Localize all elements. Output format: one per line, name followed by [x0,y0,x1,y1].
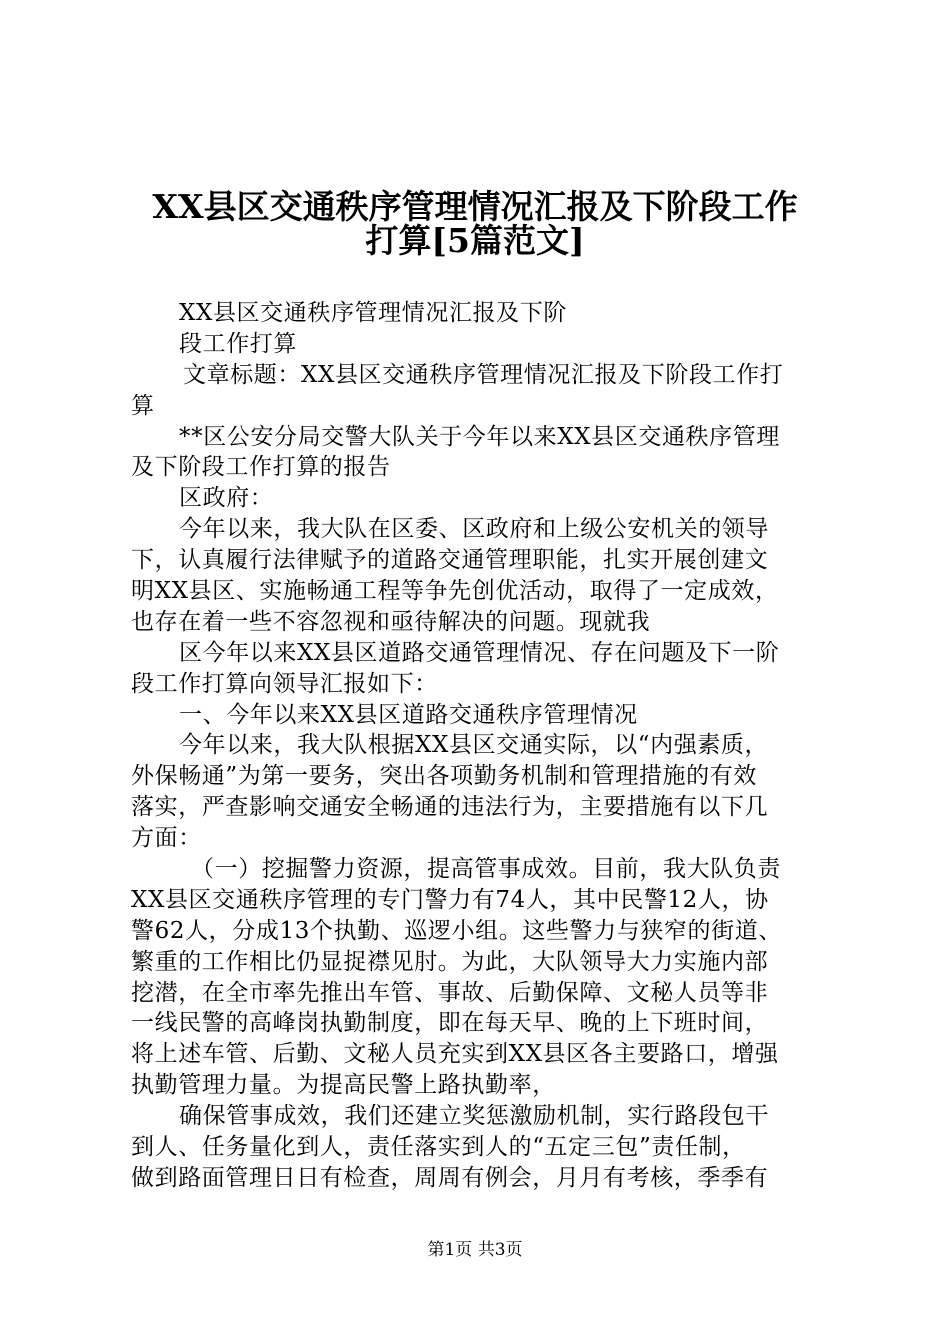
text-line: 外保畅通”为第一要务，突出各项勤务机制和管理措施的有效 [131,763,757,790]
document-title-line-1: XX县区交通秩序管理情况汇报及下阶段工作 [152,187,798,226]
text-line: 落实，严查影响交通安全畅通的违法行为，主要措施有以下几 [131,794,769,821]
text-line: 警62人，分成13个执勤、巡逻小组。这些警力与狭窄的街道、 [131,917,782,944]
text-line: 及下阶段工作打算的报告 [131,454,391,481]
text-line: 今年以来，我大队根据XX县区交通实际，以“内强素质， [179,732,769,759]
text-line: 挖潜，在全市率先推出车管、事故、后勤保障、文秘人员等非 [131,979,769,1006]
text-line: （一）挖掘警力资源，提高管事成效。目前，我大队负责 [191,856,781,883]
text-line: 区政府： [179,485,274,512]
text-line: XX县区交通秩序管理情况汇报及下阶 [179,300,567,326]
text-line: 一、今年以来XX县区道路交通秩序管理情况 [179,701,638,728]
text-line: 段工作打算向领导汇报如下： [131,670,438,697]
text-line: 做到路面管理日日有检查，周周有例会，月月有考核，季季有 [131,1164,769,1191]
text-line: 将上述车管、后勤、文秘人员充实到XX县区各主要路口，增强 [131,1041,779,1068]
text-line: 繁重的工作相比仍显捉襟见肘。为此，大队领导大力实施内部 [131,948,769,975]
text-line: 下，认真履行法律赋予的道路交通管理职能，扎实开展创建文 [131,547,769,574]
text-line: 确保管事成效，我们还建立奖惩激励机制，实行路段包干 [179,1103,769,1130]
text-line: 一线民警的高峰岗执勤制度，即在每天早、晚的上下班时间， [131,1010,769,1037]
text-line: 今年以来，我大队在区委、区政府和上级公安机关的领导 [179,516,769,543]
text-line: 区今年以来XX县区道路交通管理情况、存在问题及下一阶 [179,639,780,666]
document-title-line-2: 打算[5篇范文] [365,221,585,260]
page-footer: 第1页 共3页 [427,1240,523,1260]
document-body [131,298,836,1194]
text-line: 执勤管理力量。为提高民警上路执勤率， [131,1072,556,1099]
text-line: 方面： [131,825,202,852]
text-line: 到人、任务量化到人，责任落实到人的“五定三包”责任制， [131,1134,746,1161]
text-line: **区公安分局交警大队关于今年以来XX县区交通秩序管理 [179,423,780,450]
text-line: XX县区交通秩序管理的专门警力有74人，其中民警12人，协 [131,886,769,913]
text-line: 算 [131,392,155,419]
text-line: 文章标题：XX县区交通秩序管理情况汇报及下阶段工作打 [183,361,784,388]
text-line: 段工作打算 [179,330,297,357]
text-line: 明XX县区、实施畅通工程等争先创优活动，取得了一定成效， [131,578,779,605]
text-line: 也存在着一些不容忽视和亟待解决的问题。现就我 [131,608,651,635]
